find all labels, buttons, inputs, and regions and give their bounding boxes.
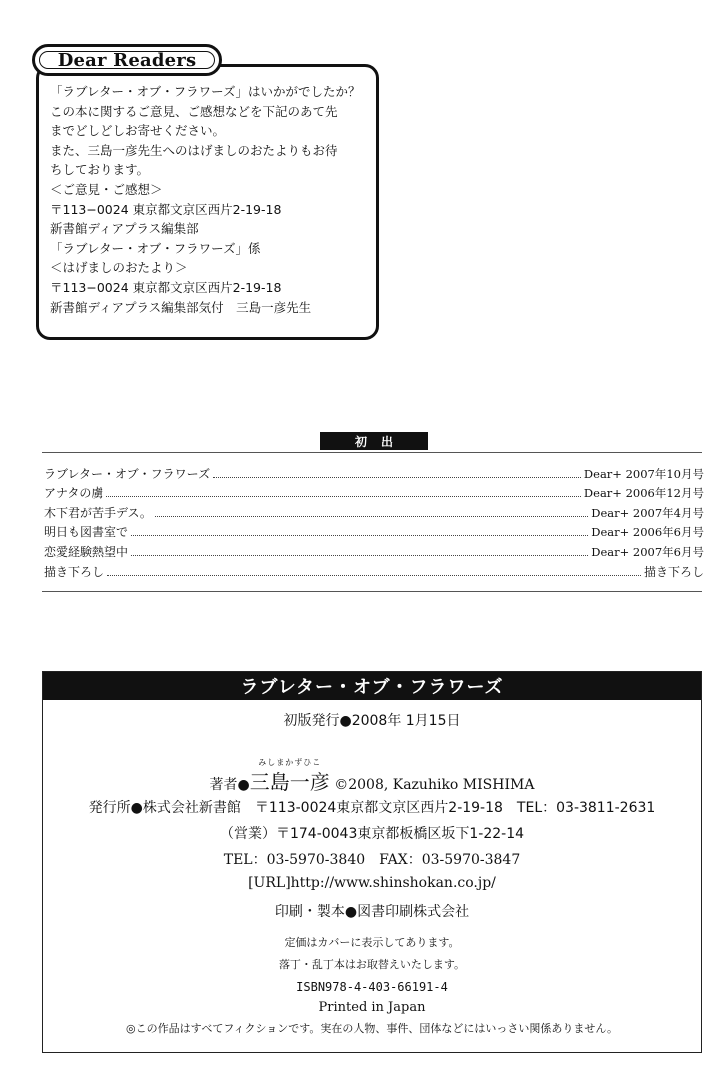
dear-readers-text xyxy=(50,82,375,317)
dear-readers-title: Dear Readers xyxy=(57,49,197,71)
leader-dots xyxy=(155,516,588,517)
leader-dots xyxy=(106,496,581,497)
isbn: ISBN978-4-403-66191-4 xyxy=(296,980,448,994)
leader-dots xyxy=(213,477,581,478)
dear-readers-line: 〒113−0024 東京都文京区西片2-19-18 xyxy=(50,201,282,217)
first-appearance-entry xyxy=(44,462,704,482)
printed-in-japan: Printed in Japan xyxy=(318,1000,426,1015)
first-appearance-bottom-rule xyxy=(42,591,702,592)
first-appearance-entry xyxy=(44,560,704,580)
entry-source: Dear+ 2007年4月号 xyxy=(591,505,704,520)
author-label: 著者● xyxy=(209,777,250,793)
dear-readers-line: ＜ご意見・ご感想＞ xyxy=(50,181,163,197)
entry-title: 恋愛経験熱望中 xyxy=(44,544,129,559)
author-line xyxy=(43,758,701,795)
dear-readers-line: 新書館ディアプラス編集部 xyxy=(50,221,199,237)
first-appearance-entry xyxy=(44,540,704,560)
author-name-wrap xyxy=(249,758,330,794)
entry-title: 明日も図書室で xyxy=(44,525,129,540)
first-appearance-top-rule xyxy=(42,452,702,453)
entry-title: アナタの虜 xyxy=(44,486,104,501)
publisher-line: 発行所●株式会社新書館 〒113-0024東京都文京区西片2-19-18 TEL：03-3811-2631 xyxy=(88,800,656,816)
sales-phone-fax: TEL：03-5970-3840 FAX：03-5970-3847 xyxy=(223,852,521,868)
dear-readers-tab xyxy=(32,44,222,76)
first-appearance-entry xyxy=(44,501,704,521)
first-edition-date: 初版発行●2008年 1月15日 xyxy=(283,713,461,729)
entry-source: Dear+ 2006年12月号 xyxy=(583,486,704,501)
entry-source: Dear+ 2007年10月号 xyxy=(583,466,704,481)
entry-source: Dear+ 2007年6月号 xyxy=(591,544,704,559)
dear-readers-line: ちしております。 xyxy=(50,162,150,178)
sales-address: （営業）〒174-0043東京都板橋区坂下1-22-14 xyxy=(219,826,525,842)
colophon-title-bar xyxy=(43,672,701,700)
entry-title: ラブレター・オブ・フラワーズ xyxy=(44,466,211,481)
entry-title: 描き下ろし xyxy=(44,564,105,579)
dear-readers-line: また、三島一彦先生へのはげましのおたよりもお待 xyxy=(50,142,338,158)
price-note: 定価はカバーに表示してあります。 xyxy=(284,936,460,949)
first-appearance-list xyxy=(44,462,704,580)
leader-dots xyxy=(131,555,588,556)
entry-title: 木下君が苦手デス。 xyxy=(44,505,152,520)
dear-readers-line: この本に関するご意見、ご感想などを下記のあて先 xyxy=(50,103,338,119)
dear-readers-line: 「ラブレター・オブ・フラワーズ」はいかがでしたか？ xyxy=(50,84,361,99)
fiction-note: ◎この作品はすべてフィクションです。実在の人物、事件、団体などにはいっさい関係ありません。 xyxy=(125,1022,619,1035)
dear-readers-line: までどしどしお寄せください。 xyxy=(50,123,226,139)
book-title: ラブレター・オブ・フラワーズ xyxy=(240,677,504,698)
entry-source: Dear+ 2006年6月号 xyxy=(591,525,704,540)
dear-readers-line: 「ラブレター・オブ・フラワーズ」係 xyxy=(50,240,261,256)
first-appearance-entry xyxy=(44,521,704,541)
author-name: 三島一彦 xyxy=(249,770,330,794)
dear-readers-line: 新書館ディアプラス編集部気付 三島一彦先生 xyxy=(50,299,312,315)
url-link[interactable]: [URL]http://www.shinshokan.co.jp/ xyxy=(248,875,496,891)
author-name-ruby: みしまかずひこ xyxy=(258,758,322,767)
dear-readers-line: 〒113−0024 東京都文京区西片2-19-18 xyxy=(50,279,282,295)
dear-readers-line: ＜はげましのおたより＞ xyxy=(50,260,188,276)
copyright: ©2008, Kazuhiko MISHIMA xyxy=(334,777,535,793)
entry-source: 描き下ろし xyxy=(643,564,704,579)
defect-note: 落丁・乱丁本はお取替えいたします。 xyxy=(278,958,466,971)
leader-dots xyxy=(107,575,641,576)
first-appearance-entry xyxy=(44,482,704,502)
colophon-box xyxy=(42,671,702,1053)
printer-line: 印刷・製本●図書印刷株式会社 xyxy=(274,904,470,920)
leader-dots xyxy=(131,535,588,536)
first-appearance-label: 初出 xyxy=(320,432,428,450)
